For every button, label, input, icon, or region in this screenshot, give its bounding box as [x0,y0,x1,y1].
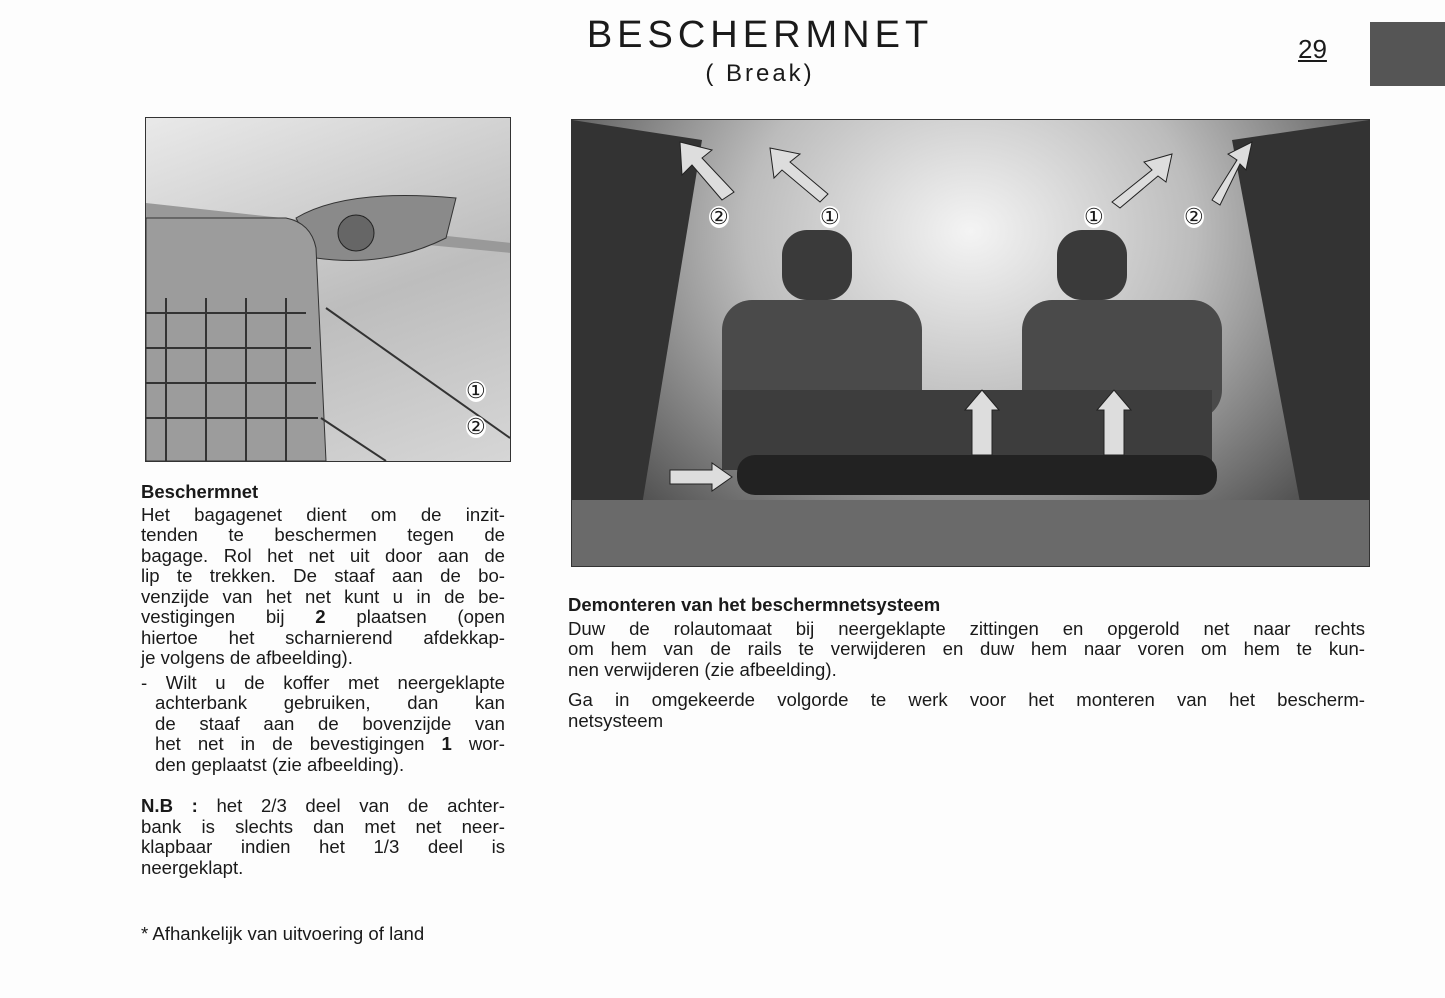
text-line: den geplaatst (zie afbeelding). [155,753,405,775]
callout-2: ② [709,204,729,229]
callout-1: ① [466,378,486,403]
text-line [141,796,505,817]
bullet-item [141,673,505,776]
text: het net in de bevestigingen [155,733,442,754]
ref-number: 2 [315,606,326,627]
right-column [568,595,1365,731]
text-line: Ga in omgekeerde volgorde te werk voor het monteren van het bescherm- [568,689,1365,710]
cargo-area-illustration [572,120,1369,566]
footnote: * Afhankelijk van uitvoering of land [141,923,425,944]
text-line: hiertoe het scharnierend afdekkap- [141,626,505,648]
text: vestigingen bij [141,606,316,627]
callout-1: ① [1084,204,1104,229]
text-line: je volgens de afbeelding). [141,647,353,668]
intro-paragraph [141,505,505,669]
note-label: N.B : [141,795,198,816]
section-heading: Demonteren van het beschermnetsysteem [568,594,941,615]
figure-cargo-area [571,119,1370,567]
text-line: bank is slechts dan met net neer- [141,815,505,837]
ref-number: 1 [441,733,452,754]
text: het 2/3 deel van de achter- [197,795,505,816]
left-column [141,481,505,944]
text-line: achterbank gebruiken, dan kan [155,692,505,713]
text-line: om hem van de rails te verwijderen en duw hem naar voren om hem te kun- [568,638,1365,659]
text-line: Het bagagenet dient om de inzit- [141,503,505,525]
text-line [141,607,505,628]
page-title: BESCHERMNET [586,14,934,56]
text: wor- [451,733,505,754]
text-line: venzijde van het net kunt u in de be- [141,585,505,607]
text-line: klapbaar indien het 1/3 deel is [141,836,505,857]
net-attachment-illustration [146,118,510,461]
text-line: netsysteem [568,709,664,731]
callout-2: ② [1184,204,1204,229]
text-line: neergeklapt. [141,856,244,878]
section-heading: Beschermnet [141,481,259,502]
text-line: lip te trekken. De staaf aan de bo- [141,565,505,586]
text: plaatsen (open [325,606,505,627]
figure-net-attachment [145,117,511,462]
note [141,796,505,878]
text-line: Duw de rolautomaat bij neergeklapte zittingen en opgerold net naar rechts [568,617,1365,639]
section-tab [1370,22,1445,86]
callout-1: ① [820,204,840,229]
callout-2: ② [466,414,486,439]
page-subtitle: ( Break) [705,60,815,87]
text-line [155,734,505,755]
text-line: tenden te beschermen tegen de [141,524,505,545]
instructions-paragraph [568,619,1365,681]
reassembly-paragraph [568,690,1365,731]
page-number: 29 [1298,34,1327,64]
text-line: de staaf aan de bovenzijde van [155,712,505,734]
text-line: nen verwijderen (zie afbeelding). [568,658,837,680]
text-line: - Wilt u de koffer met neergeklapte [141,671,505,693]
text-line: bagage. Rol het net uit door aan de [141,544,505,566]
